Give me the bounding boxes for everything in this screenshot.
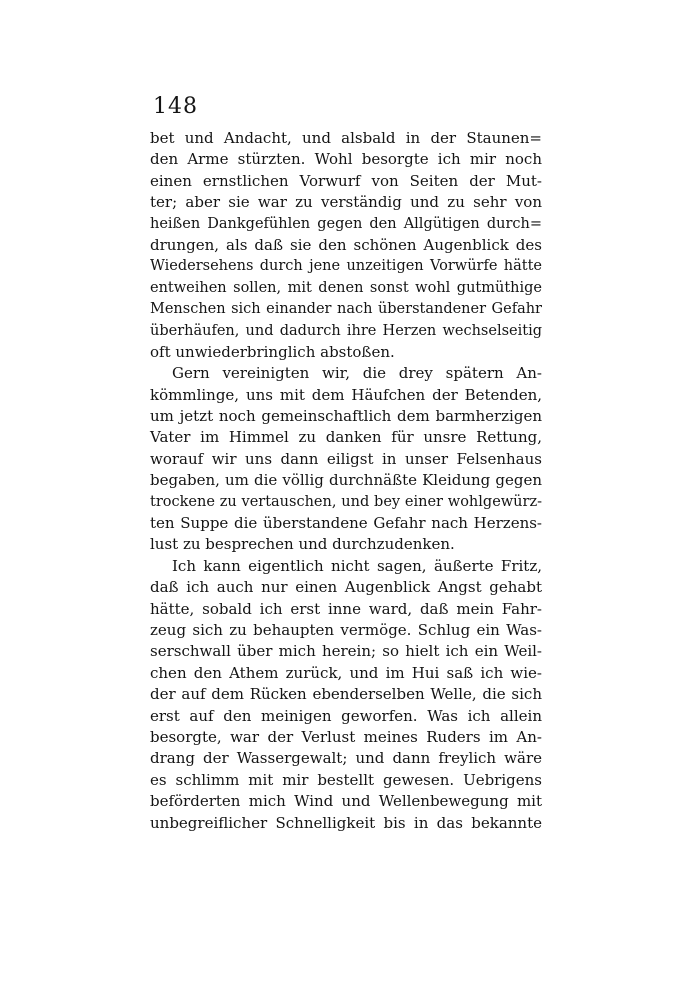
text-line: heißen Dankgefühlen gegen den Allgütigen durch= bbox=[150, 215, 542, 232]
text-line: kömmlinge, uns mit dem Häufchen der Betenden, bbox=[150, 385, 542, 404]
text-line: ter; aber sie war zu verständig und zu sehr von bbox=[150, 193, 542, 212]
text-line: Ich kann eigentlich nicht sagen, äußerte Fritz, bbox=[172, 556, 542, 575]
text-line: begaben, um die völlig durchnäßte Kleidung gegen bbox=[150, 471, 542, 490]
text-line: beförderten mich Wind und Wellenbewegung mit bbox=[150, 792, 542, 811]
text-line: besorgte, war der Verlust meines Ruders im An- bbox=[150, 727, 542, 746]
text-line: ten Suppe die überstandene Gefahr nach Herzens- bbox=[150, 514, 542, 533]
text-line: oft unwiederbringlich abstoßen. bbox=[150, 342, 395, 361]
text-line: den Arme stürzten. Wohl besorgte ich mir noch bbox=[150, 150, 542, 169]
text-line: trockene zu vertauschen, und bey einer wohlgewürz- bbox=[150, 493, 542, 510]
text-line: daß ich auch nur einen Augenblick Angst gehabt bbox=[150, 578, 542, 597]
page-number: 148 bbox=[153, 94, 198, 119]
text-line: erst auf den meinigen geworfen. Was ich allein bbox=[150, 706, 542, 725]
text-line: hätte, sobald ich erst inne ward, daß mein Fahr- bbox=[150, 599, 542, 618]
text-line: chen den Athem zurück, und im Hui saß ich wie- bbox=[150, 663, 542, 682]
text-line: um jetzt noch gemeinschaftlich dem barmherzigen bbox=[150, 407, 542, 426]
text-line: Gern vereinigten wir, die drey spätern An- bbox=[172, 364, 542, 383]
text-line: Wiedersehens durch jene unzeitigen Vorwürfe hätte bbox=[150, 258, 542, 275]
text-line: einen ernstlichen Vorwurf von Seiten der Mut- bbox=[150, 171, 542, 190]
text-line: lust zu besprechen und durchzudenken. bbox=[150, 535, 455, 554]
text-line: der auf dem Rücken ebenderselben Welle, die sich bbox=[150, 685, 542, 704]
body-text bbox=[150, 128, 542, 834]
text-line: Menschen sich einander nach überstandener Gefahr bbox=[150, 301, 542, 318]
text-line: bet und Andacht, und alsbald in der Staunen= bbox=[150, 129, 542, 147]
text-line: überhäufen, und dadurch ihre Herzen wechselseitig bbox=[150, 322, 542, 339]
text-line: Vater im Himmel zu danken für unsre Rettung, bbox=[150, 428, 542, 447]
text-line: serschwall über mich herein; so hielt ich ein Weil- bbox=[150, 642, 542, 661]
text-line: zeug sich zu behaupten vermöge. Schlug ein Was- bbox=[150, 620, 542, 639]
text-line: es schlimm mit mir bestellt gewesen. Uebrigens bbox=[150, 770, 542, 789]
text-line: unbegreiflicher Schnelligkeit bis in das bekannte bbox=[150, 813, 542, 832]
text-line: entweihen sollen, mit denen sonst wohl gutmüthige bbox=[150, 279, 542, 296]
text-line: drungen, als daß sie den schönen Augenblick des bbox=[150, 235, 542, 254]
text-line: worauf wir uns dann eiligst in unser Felsenhaus bbox=[150, 449, 542, 468]
text-line: drang der Wassergewalt; und dann freylich wäre bbox=[150, 749, 542, 768]
